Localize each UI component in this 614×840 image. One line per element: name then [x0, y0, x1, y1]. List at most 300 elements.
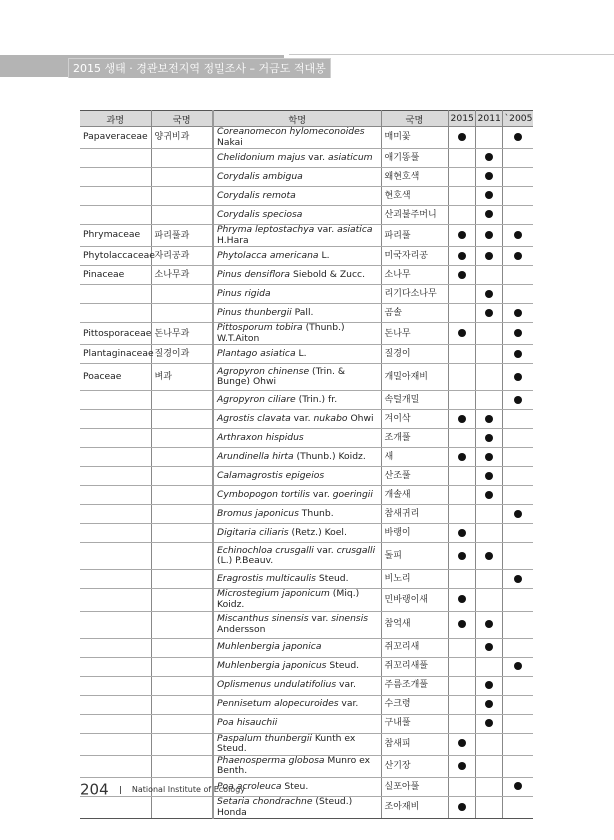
- presence-cell-2011: [475, 796, 502, 818]
- korean-name-cell: 주름조개풀: [381, 676, 448, 695]
- presence-cell-2011: [475, 676, 502, 695]
- presence-dot-icon: [485, 191, 493, 199]
- presence-dot-icon: [458, 252, 466, 260]
- presence-dot-icon: [485, 681, 493, 689]
- presence-dot-icon: [514, 350, 522, 358]
- table-row: [80, 345, 533, 364]
- scientific-name-cell: [213, 733, 381, 755]
- korean-name-cell: 참억새: [381, 611, 448, 638]
- col-family-korean: 국명: [151, 111, 213, 127]
- family-cell: [80, 467, 151, 486]
- table-row: [80, 543, 533, 570]
- presence-dot-icon: [458, 231, 466, 239]
- scientific-name-author: Steud.: [326, 660, 360, 672]
- scientific-name-italic: Pinus densiflora: [217, 269, 291, 281]
- scientific-name-italic: Pennisetum alopecuroides: [217, 698, 339, 710]
- presence-cell-2011: [475, 777, 502, 796]
- presence-cell-2005: [502, 714, 533, 733]
- running-header-title: 2015 생태 · 경관보전지역 정밀조사 – 거금도 적대봉: [68, 58, 331, 78]
- presence-dot-icon: [485, 231, 493, 239]
- presence-dot-icon: [485, 415, 493, 423]
- presence-cell-2011: [475, 543, 502, 570]
- presence-dot-icon: [514, 575, 522, 583]
- family-korean-cell: [151, 733, 213, 755]
- presence-cell-2005: [502, 611, 533, 638]
- presence-cell-2005: [502, 570, 533, 589]
- presence-cell-2011: [475, 225, 502, 247]
- scientific-name-italic: Digitaria ciliaris: [217, 527, 289, 539]
- presence-cell-2015: [448, 676, 475, 695]
- table-row: [80, 714, 533, 733]
- presence-cell-2011: [475, 638, 502, 657]
- scientific-name-cell: [213, 149, 381, 168]
- korean-name-cell: 속털개밀: [381, 391, 448, 410]
- presence-cell-2011: [475, 127, 502, 149]
- presence-cell-2005: [502, 345, 533, 364]
- scientific-name-cell: [213, 127, 381, 149]
- scientific-name-infraspecific: sinensis: [331, 613, 369, 625]
- presence-cell-2005: [502, 755, 533, 777]
- korean-name-cell: 질경이: [381, 345, 448, 364]
- presence-cell-2011: [475, 714, 502, 733]
- korean-name-cell: 비노리: [381, 570, 448, 589]
- presence-cell-2005: [502, 168, 533, 187]
- family-cell: Pittosporaceae: [80, 323, 151, 345]
- korean-name-cell: 파리풀: [381, 225, 448, 247]
- presence-cell-2015: [448, 206, 475, 225]
- scientific-name-author: var.: [314, 224, 338, 236]
- scientific-name-cell: [213, 589, 381, 611]
- family-cell: Phytolaccaceae: [80, 247, 151, 266]
- presence-cell-2015: [448, 796, 475, 818]
- family-cell: [80, 304, 151, 323]
- family-cell: [80, 168, 151, 187]
- family-korean-cell: [151, 187, 213, 206]
- presence-dot-icon: [514, 396, 522, 404]
- presence-cell-2011: [475, 345, 502, 364]
- korean-name-cell: 쥐꼬리새: [381, 638, 448, 657]
- family-korean-cell: [151, 467, 213, 486]
- scientific-name-cell: [213, 505, 381, 524]
- scientific-name-author: var.: [313, 544, 337, 556]
- presence-dot-icon: [514, 510, 522, 518]
- family-cell: [80, 733, 151, 755]
- scientific-name-cell: [213, 206, 381, 225]
- family-cell: Poaceae: [80, 364, 151, 391]
- page-number: 204: [80, 780, 109, 799]
- presence-cell-2011: [475, 486, 502, 505]
- family-cell: [80, 206, 151, 225]
- table-row: [80, 505, 533, 524]
- table-row: [80, 187, 533, 206]
- table-row: [80, 304, 533, 323]
- presence-cell-2005: [502, 206, 533, 225]
- table-header-row: [80, 111, 533, 127]
- korean-name-cell: 민바랭이새: [381, 589, 448, 611]
- presence-cell-2005: [502, 543, 533, 570]
- scientific-name-italic: Muhlenbergia japonicus: [217, 660, 327, 672]
- scientific-name-cell: [213, 247, 381, 266]
- presence-dot-icon: [485, 552, 493, 560]
- family-cell: Plantaginaceae: [80, 345, 151, 364]
- korean-name-cell: 리기다소나무: [381, 285, 448, 304]
- presence-cell-2015: [448, 714, 475, 733]
- presence-cell-2015: [448, 391, 475, 410]
- scientific-name-author: (Trin.) fr.: [295, 394, 338, 406]
- presence-cell-2011: [475, 695, 502, 714]
- family-cell: [80, 714, 151, 733]
- family-korean-cell: [151, 391, 213, 410]
- presence-cell-2015: [448, 225, 475, 247]
- korean-name-cell: 돈나무: [381, 323, 448, 345]
- presence-cell-2005: [502, 364, 533, 391]
- family-korean-cell: [151, 505, 213, 524]
- presence-dot-icon: [485, 472, 493, 480]
- scientific-name-author: Nakai: [217, 136, 243, 148]
- scientific-name-cell: [213, 467, 381, 486]
- presence-cell-2011: [475, 733, 502, 755]
- organization-name: National Institute of Ecology: [131, 785, 246, 794]
- table-row: [80, 391, 533, 410]
- korean-name-cell: 참새귀리: [381, 505, 448, 524]
- scientific-name-author: (Trin. & Bunge) Ohwi: [217, 365, 346, 388]
- scientific-name-author: var.: [336, 679, 356, 691]
- presence-cell-2015: [448, 127, 475, 149]
- presence-cell-2011: [475, 285, 502, 304]
- presence-dot-icon: [458, 453, 466, 461]
- presence-cell-2011: [475, 149, 502, 168]
- scientific-name-italic: Microstegium japonicum: [217, 588, 330, 600]
- presence-cell-2015: [448, 364, 475, 391]
- korean-name-cell: 소나무: [381, 266, 448, 285]
- scientific-name-infraspecific: nukabo: [313, 413, 348, 425]
- presence-cell-2005: [502, 266, 533, 285]
- family-korean-cell: [151, 410, 213, 429]
- presence-dot-icon: [485, 643, 493, 651]
- presence-cell-2015: [448, 733, 475, 755]
- presence-cell-2005: [502, 733, 533, 755]
- family-cell: [80, 524, 151, 543]
- presence-cell-2011: [475, 524, 502, 543]
- family-korean-cell: [151, 149, 213, 168]
- col-korean-name: 국명: [381, 111, 448, 127]
- table-row: [80, 448, 533, 467]
- family-cell: [80, 448, 151, 467]
- presence-cell-2011: [475, 206, 502, 225]
- family-korean-cell: [151, 486, 213, 505]
- korean-name-cell: 겨이삭: [381, 410, 448, 429]
- presence-dot-icon: [514, 309, 522, 317]
- family-cell: [80, 505, 151, 524]
- presence-cell-2015: [448, 448, 475, 467]
- family-cell: Papaveraceae: [80, 127, 151, 149]
- scientific-name-italic: Phryma leptostachya: [217, 224, 315, 236]
- presence-dot-icon: [514, 662, 522, 670]
- scientific-name-cell: [213, 570, 381, 589]
- family-korean-cell: [151, 168, 213, 187]
- presence-cell-2005: [502, 524, 533, 543]
- family-cell: [80, 187, 151, 206]
- presence-cell-2011: [475, 168, 502, 187]
- family-korean-cell: [151, 206, 213, 225]
- presence-cell-2015: [448, 657, 475, 676]
- scientific-name-italic: Pittosporum tobira: [217, 322, 303, 334]
- presence-cell-2005: [502, 127, 533, 149]
- family-korean-cell: 벼과: [151, 364, 213, 391]
- scientific-name-cell: [213, 168, 381, 187]
- scientific-name-italic: Corydalis ambigua: [217, 170, 303, 182]
- korean-name-cell: 새: [381, 448, 448, 467]
- scientific-name-infraspecific: asiaticum: [328, 151, 373, 163]
- col-2015: 2015: [448, 111, 475, 127]
- table-row: [80, 733, 533, 755]
- scientific-name-italic: Chelidonium majus: [217, 151, 306, 163]
- table-row: [80, 266, 533, 285]
- scientific-name-italic: Agropyron chinense: [217, 365, 310, 377]
- table-row: [80, 524, 533, 543]
- scientific-name-cell: [213, 345, 381, 364]
- presence-cell-2005: [502, 429, 533, 448]
- header-rule: [289, 54, 614, 55]
- table-row: [80, 676, 533, 695]
- presence-cell-2011: [475, 304, 502, 323]
- presence-cell-2015: [448, 247, 475, 266]
- family-korean-cell: [151, 304, 213, 323]
- presence-dot-icon: [458, 803, 466, 811]
- family-korean-cell: 질경이과: [151, 345, 213, 364]
- presence-cell-2015: [448, 611, 475, 638]
- presence-cell-2015: [448, 505, 475, 524]
- family-cell: [80, 755, 151, 777]
- scientific-name-italic: Arthraxon hispidus: [217, 432, 304, 444]
- presence-cell-2011: [475, 467, 502, 486]
- table-row: [80, 410, 533, 429]
- table-row: [80, 611, 533, 638]
- scientific-name-italic: Phytolacca americana: [217, 250, 319, 262]
- table-row: [80, 755, 533, 777]
- korean-name-cell: 실포아풀: [381, 777, 448, 796]
- presence-cell-2015: [448, 304, 475, 323]
- presence-cell-2005: [502, 410, 533, 429]
- korean-name-cell: 조개풀: [381, 429, 448, 448]
- presence-cell-2015: [448, 755, 475, 777]
- presence-cell-2005: [502, 391, 533, 410]
- presence-dot-icon: [485, 252, 493, 260]
- family-korean-cell: [151, 543, 213, 570]
- presence-dot-icon: [514, 252, 522, 260]
- scientific-name-cell: [213, 429, 381, 448]
- korean-name-cell: 산괴불주머니: [381, 206, 448, 225]
- presence-cell-2015: [448, 695, 475, 714]
- scientific-name-italic: Miscanthus sinensis: [217, 613, 309, 625]
- scientific-name-author: Steu.: [281, 780, 309, 792]
- scientific-name-author: (Steud.) Honda: [217, 795, 353, 818]
- presence-dot-icon: [485, 620, 493, 628]
- presence-cell-2015: [448, 638, 475, 657]
- presence-cell-2015: [448, 429, 475, 448]
- family-cell: [80, 486, 151, 505]
- presence-dot-icon: [485, 491, 493, 499]
- scientific-name-italic: Cymbopogon tortilis: [217, 489, 310, 501]
- presence-cell-2015: [448, 777, 475, 796]
- scientific-name-italic: Pinus thunbergii: [217, 307, 292, 319]
- scientific-name-italic: Oplismenus undulatifolius: [217, 679, 337, 691]
- family-cell: [80, 543, 151, 570]
- scientific-name-cell: [213, 676, 381, 695]
- presence-cell-2005: [502, 225, 533, 247]
- family-cell: [80, 149, 151, 168]
- presence-dot-icon: [485, 434, 493, 442]
- korean-name-cell: 바랭이: [381, 524, 448, 543]
- scientific-name-cell: [213, 323, 381, 345]
- scientific-name-author-2: (L.) P.Beauv.: [217, 555, 274, 567]
- scientific-name-author-2: H.Hara: [217, 234, 249, 246]
- table-row: [80, 127, 533, 149]
- scientific-name-infraspecific: goeringii: [332, 489, 373, 501]
- family-cell: [80, 638, 151, 657]
- scientific-name-infraspecific: asiatica: [337, 224, 373, 236]
- family-cell: Pinaceae: [80, 266, 151, 285]
- family-korean-cell: [151, 285, 213, 304]
- presence-dot-icon: [485, 172, 493, 180]
- scientific-name-author: Kunth ex Steud.: [217, 732, 356, 755]
- family-korean-cell: [151, 524, 213, 543]
- presence-cell-2005: [502, 676, 533, 695]
- col-2005: `2005: [502, 111, 533, 127]
- scientific-name-infraspecific: crusgalli: [336, 544, 376, 556]
- family-korean-cell: 소나무과: [151, 266, 213, 285]
- page-footer: [80, 779, 245, 799]
- family-cell: [80, 589, 151, 611]
- family-korean-cell: [151, 714, 213, 733]
- scientific-name-author: Siebold & Zucc.: [290, 269, 366, 281]
- presence-cell-2005: [502, 323, 533, 345]
- presence-dot-icon: [514, 373, 522, 381]
- presence-cell-2015: [448, 543, 475, 570]
- scientific-name-author: (Miq.) Koidz.: [217, 588, 360, 611]
- presence-cell-2015: [448, 345, 475, 364]
- family-cell: Phrymaceae: [80, 225, 151, 247]
- scientific-name-cell: [213, 285, 381, 304]
- scientific-name-italic: Setaria chondrachne: [217, 795, 313, 807]
- presence-dot-icon: [485, 210, 493, 218]
- scientific-name-cell: [213, 187, 381, 206]
- family-korean-cell: 돈나무과: [151, 323, 213, 345]
- presence-cell-2015: [448, 266, 475, 285]
- scientific-name-cell: [213, 714, 381, 733]
- presence-dot-icon: [458, 271, 466, 279]
- table-row: [80, 364, 533, 391]
- scientific-name-cell: [213, 304, 381, 323]
- table-row: [80, 285, 533, 304]
- korean-name-cell: 개솔새: [381, 486, 448, 505]
- family-korean-cell: 자리공과: [151, 247, 213, 266]
- presence-cell-2005: [502, 149, 533, 168]
- presence-cell-2011: [475, 570, 502, 589]
- col-2011: 2011: [475, 111, 502, 127]
- family-cell: [80, 285, 151, 304]
- scientific-name-author: var.: [305, 151, 329, 163]
- family-korean-cell: [151, 657, 213, 676]
- presence-dot-icon: [485, 153, 493, 161]
- family-cell: [80, 410, 151, 429]
- table-row: [80, 638, 533, 657]
- presence-cell-2011: [475, 323, 502, 345]
- presence-cell-2015: [448, 285, 475, 304]
- presence-dot-icon: [514, 133, 522, 141]
- presence-cell-2015: [448, 168, 475, 187]
- presence-cell-2015: [448, 323, 475, 345]
- scientific-name-italic: Phaenosperma globosa: [217, 754, 325, 766]
- family-cell: [80, 796, 151, 818]
- presence-cell-2015: [448, 589, 475, 611]
- table-row: [80, 429, 533, 448]
- presence-cell-2005: [502, 486, 533, 505]
- presence-cell-2011: [475, 429, 502, 448]
- korean-name-cell: 쥐꼬리새풀: [381, 657, 448, 676]
- table-row: [80, 570, 533, 589]
- family-korean-cell: [151, 429, 213, 448]
- scientific-name-author: var.: [290, 413, 314, 425]
- scientific-name-italic: Arundinella hirta: [217, 451, 294, 463]
- family-cell: [80, 695, 151, 714]
- scientific-name-cell: [213, 755, 381, 777]
- table-row: [80, 695, 533, 714]
- presence-cell-2015: [448, 486, 475, 505]
- family-korean-cell: [151, 796, 213, 818]
- presence-dot-icon: [514, 231, 522, 239]
- presence-cell-2011: [475, 364, 502, 391]
- scientific-name-cell: [213, 410, 381, 429]
- family-korean-cell: [151, 755, 213, 777]
- presence-cell-2015: [448, 524, 475, 543]
- korean-name-cell: 곰솔: [381, 304, 448, 323]
- korean-name-cell: 현호색: [381, 187, 448, 206]
- table-body: [80, 127, 533, 819]
- scientific-name-author: L.: [295, 348, 307, 360]
- korean-name-cell: 미국자리공: [381, 247, 448, 266]
- table-row: [80, 467, 533, 486]
- scientific-name-author: (Thunb.) Koidz.: [293, 451, 366, 463]
- family-korean-cell: 양귀비과: [151, 127, 213, 149]
- presence-cell-2005: [502, 467, 533, 486]
- table-row: [80, 225, 533, 247]
- family-korean-cell: [151, 589, 213, 611]
- family-cell: [80, 429, 151, 448]
- presence-cell-2011: [475, 505, 502, 524]
- scientific-name-cell: [213, 364, 381, 391]
- presence-cell-2005: [502, 304, 533, 323]
- scientific-name-author: (Thunb.) W.T.Aiton: [217, 322, 345, 344]
- scientific-name-author: L.: [318, 250, 330, 262]
- scientific-name-cell: [213, 796, 381, 818]
- scientific-name-italic: Plantago asiatica: [217, 348, 296, 360]
- family-cell: [80, 391, 151, 410]
- table-row: [80, 247, 533, 266]
- presence-dot-icon: [458, 552, 466, 560]
- scientific-name-cell: [213, 486, 381, 505]
- scientific-name-author: Munro ex Benth.: [217, 754, 371, 777]
- presence-cell-2005: [502, 589, 533, 611]
- presence-cell-2011: [475, 247, 502, 266]
- presence-cell-2005: [502, 505, 533, 524]
- presence-dot-icon: [485, 290, 493, 298]
- presence-cell-2011: [475, 410, 502, 429]
- scientific-name-italic: Corydalis speciosa: [217, 208, 303, 220]
- korean-name-cell: 수크령: [381, 695, 448, 714]
- presence-cell-2011: [475, 266, 502, 285]
- scientific-name-italic: Paspalum thunbergii: [217, 732, 312, 744]
